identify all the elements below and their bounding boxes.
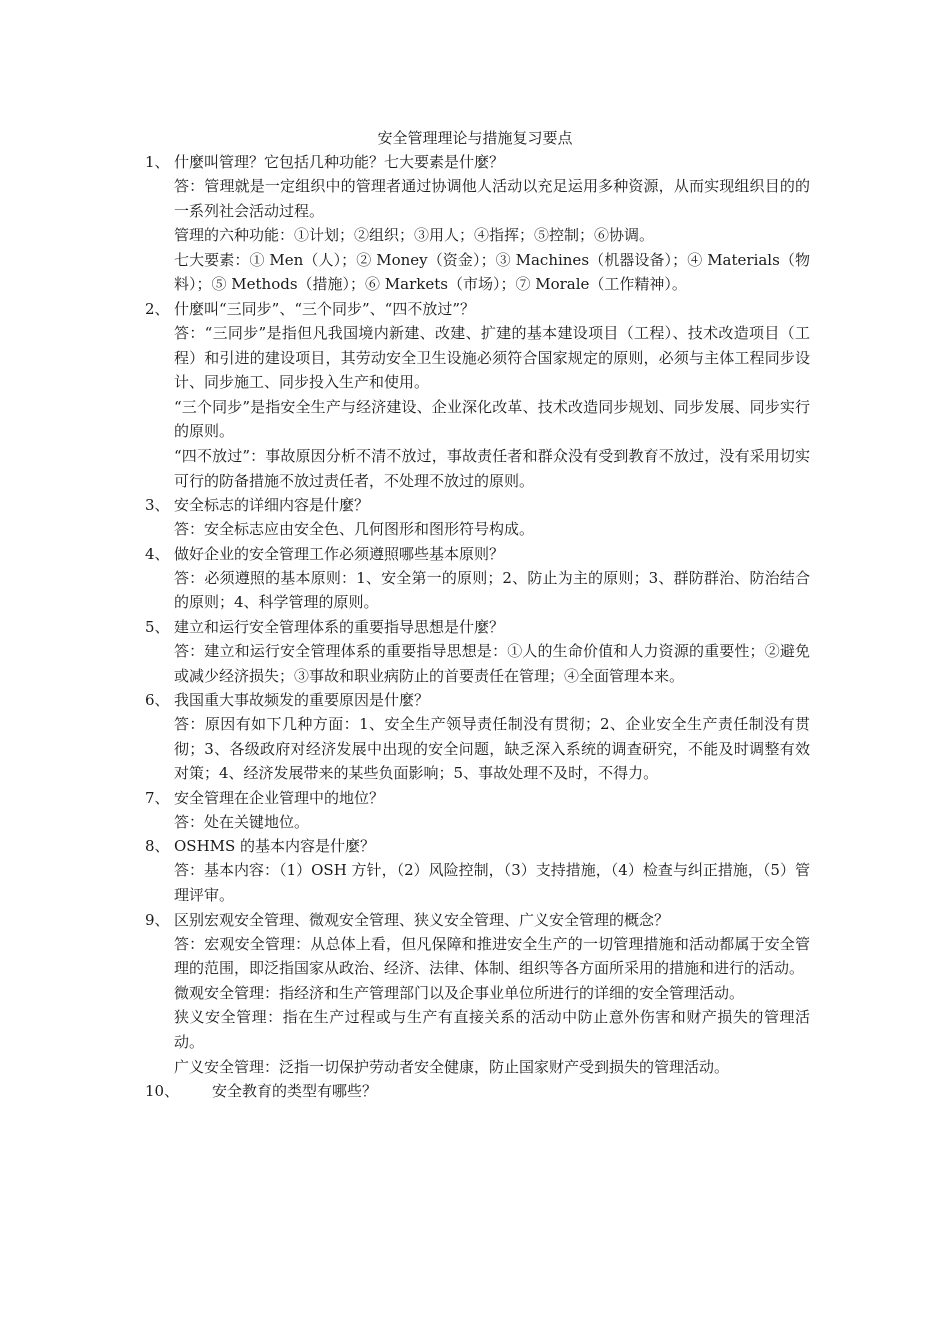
question-block <box>0 150 950 297</box>
question-number: 3、 <box>145 496 170 515</box>
question-text: 建立和运行安全管理体系的重要指导思想是什麼？ <box>174 617 505 636</box>
question-block <box>0 542 950 615</box>
question-line <box>0 150 950 174</box>
answer-paragraph: 答：宏观安全管理：从总体上看，但凡保障和推进安全生产的一切管理措施和活动都属于安全管理的范围，即泛指国家从政治、经济、法律、体制、组织等各方面所采用的措施和进行的活动。 <box>174 934 810 978</box>
answer-block <box>174 174 810 297</box>
question-text: 安全管理在企业管理中的地位？ <box>174 788 385 807</box>
answer-block <box>174 321 810 493</box>
question-text: 做好企业的安全管理工作必须遵照哪些基本原则？ <box>174 544 505 563</box>
question-text: 什麼叫“三同步”、“三个同步”、“四不放过”？ <box>174 299 476 318</box>
question-block <box>0 1079 950 1103</box>
question-text: 什麼叫管理？它包括几种功能？七大要素是什麼？ <box>174 153 505 171</box>
question-number: 2、 <box>145 299 170 318</box>
document-title: 安全管理理论与措施复习要点 <box>377 129 573 147</box>
answer-paragraph: 答：安全标志应由安全色、几何图形和图形符号构成。 <box>174 520 535 539</box>
answer-paragraph: 答：原因有如下几种方面：1、安全生产领导责任制没有贯彻；2、企业安全生产责任制没有贯彻；3、各级政府对经济发展中出现的安全问题，缺乏深入系统的调查研究，不能及时调整有效对策；4、经济发展带来的某些负面影响；5、事故处理不及时，不得力。 <box>174 715 810 783</box>
question-number: 8、 <box>145 837 170 856</box>
answer-paragraph: “三个同步”是指安全生产与经济建设、企业深化改革、技术改造同步规划、同步发展、同步实行的原则。 <box>174 397 810 441</box>
question-block <box>0 834 950 907</box>
question-line <box>0 786 950 810</box>
question-line <box>0 615 950 639</box>
question-line <box>0 542 950 566</box>
question-line <box>0 493 950 517</box>
question-block <box>0 786 950 835</box>
question-number: 1、 <box>145 153 170 171</box>
question-number: 5、 <box>145 617 170 636</box>
answer-block <box>174 566 810 615</box>
question-number: 10、 <box>145 1082 180 1101</box>
question-text: 安全标志的详细内容是什麼？ <box>174 496 370 515</box>
question-text: 区别宏观安全管理、微观安全管理、狭义安全管理、广义安全管理的概念？ <box>174 910 670 929</box>
answer-paragraph: 答：建立和运行安全管理体系的重要指导思想是：①人的生命价值和人力资源的重要性；②避免或减少经济损失；③事故和职业病防止的首要责任在管理；④全面管理本来。 <box>174 641 810 685</box>
question-block <box>0 908 950 1080</box>
question-text: 我国重大事故频发的重要原因是什麼？ <box>174 691 430 710</box>
answer-block <box>174 932 810 1080</box>
answer-paragraph: 广义安全管理：泛指一切保护劳动者安全健康，防止国家财产受到损失的管理活动。 <box>174 1057 730 1076</box>
question-line <box>0 688 950 712</box>
question-line <box>0 1079 950 1103</box>
answer-paragraph: 狭义安全管理：指在生产过程或与生产有直接关系的活动中防止意外伤害和财产损失的管理活动。 <box>174 1008 810 1052</box>
answer-paragraph: 答：“三同步”是指但凡我国境内新建、改建、扩建的基本建设项目（工程）、技术改造项目（工程）和引进的建设项目，其劳动安全卫生设施必须符合国家规定的原则，必须与主体工程同步设计、同步施工、同步投入生产和使用。 <box>174 323 810 392</box>
answer-paragraph: 管理的六种功能：①计划；②组织；③用人；④指挥；⑤控制；⑥协调。 <box>174 226 655 245</box>
answer-paragraph: “四不放过”：事故原因分析不清不放过，事故责任者和群众没有受到教育不放过，没有采用切实可行的防备措施不放过责任者，不处理不放过的原则。 <box>174 446 810 490</box>
answer-block <box>174 712 810 786</box>
question-number: 4、 <box>145 544 170 563</box>
question-line <box>0 908 950 932</box>
answer-block <box>174 810 810 835</box>
question-number: 6、 <box>145 691 170 710</box>
question-text: 安全教育的类型有哪些？ <box>212 1082 378 1101</box>
answer-block <box>174 639 810 688</box>
answer-paragraph: 答：基本内容：（1）OSH 方针，（2）风险控制，（3）支持措施，（4）检查与纠正措施，（5）管理评审。 <box>174 861 810 905</box>
answer-block <box>174 517 810 542</box>
question-block <box>0 615 950 688</box>
question-text: OSHMS 的基本内容是什麼？ <box>174 837 376 856</box>
answer-paragraph: 答：处在关键地位。 <box>174 812 310 831</box>
answer-paragraph: 微观安全管理：指经济和生产管理部门以及企事业单位所进行的详细的安全管理活动。 <box>174 983 745 1002</box>
answer-block <box>174 858 810 907</box>
answer-paragraph: 答：管理就是一定组织中的管理者通过协调他人活动以充足运用多种资源，从而实现组织目的的一系列社会活动过程。 <box>174 177 810 220</box>
question-number: 9、 <box>145 910 170 929</box>
answer-paragraph: 答：必须遵照的基本原则：1、安全第一的原则；2、防止为主的原则；3、群防群治、防治结合的原则；4、科学管理的原则。 <box>174 568 810 612</box>
question-line <box>0 834 950 858</box>
question-block <box>0 297 950 493</box>
document-body <box>0 150 950 1103</box>
question-number: 7、 <box>145 788 170 807</box>
question-block <box>0 493 950 542</box>
question-line <box>0 297 950 321</box>
answer-paragraph: 七大要素：① Men（人）；② Money（资金）；③ Machines（机器设备）；④ Materials（物料）；⑤ Methods（措施）；⑥ Markets（市场）；⑦ Morale（工作精神）。 <box>174 250 810 294</box>
question-block <box>0 688 950 786</box>
